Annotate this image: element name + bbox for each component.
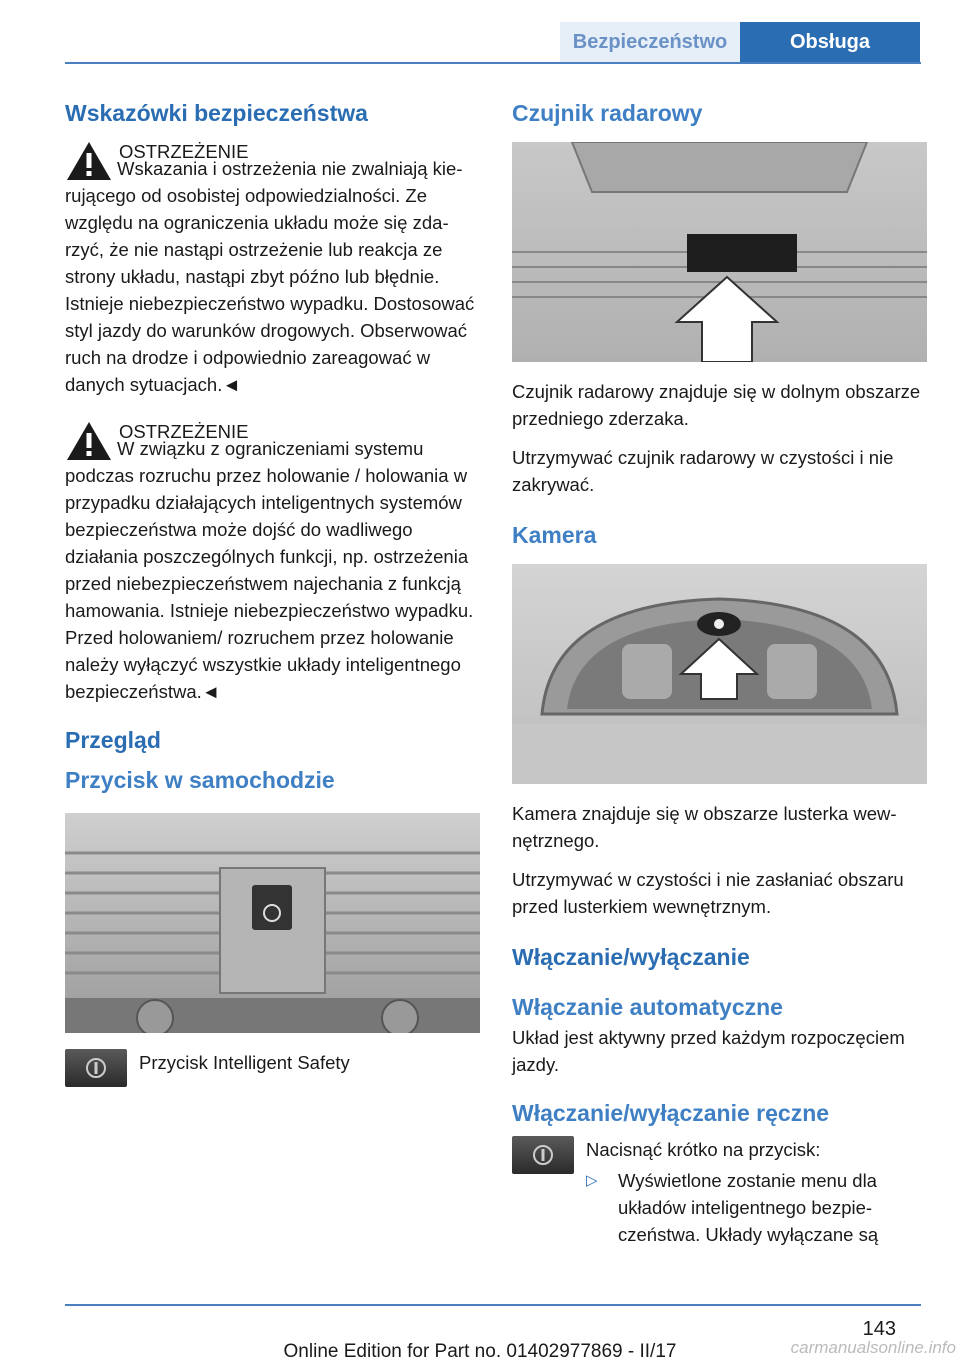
manual-paragraph: Nacisnąć krótko na przycisk: bbox=[586, 1139, 821, 1160]
radar-sensor-photo bbox=[512, 142, 927, 362]
auto-paragraph: Układ jest aktywny przed każdym rozpoczęciem jazdy. bbox=[512, 1027, 905, 1075]
warning-text: W związku z ograniczeniami systemu podczas rozruchu przez holowanie / holowania w przypadku działających inteligentnych systemów bezpieczeństwa może dojść do wadliwego działania poszczególnych funkcji, np. ostrzeżenia przed niebezpieczeństwem najechania z funkcją hamowania. Istnieje niebezpieczeństwo wypadku. Przed holowaniem/ rozruchem przez holowanie należy wyłączyć wszystkie układy inteligentnego bezpieczeństwa.◄ bbox=[65, 438, 474, 702]
warning-triangle-icon bbox=[65, 420, 113, 462]
list-item bbox=[586, 1167, 927, 1248]
heading-radar: Czujnik radarowy bbox=[512, 100, 703, 126]
heading-overview: Przegląd bbox=[65, 727, 161, 753]
heading-on-off: Włączanie/wyłączanie bbox=[512, 944, 750, 970]
footer-rule bbox=[65, 1304, 921, 1306]
intelligent-safety-button-icon bbox=[512, 1136, 574, 1174]
bullet-text: Wyświetlone zostanie menu dla układów inteligentnego bezpieczeństwa. Układy wyłączane są bbox=[618, 1170, 879, 1245]
header-tabs bbox=[560, 22, 920, 62]
chapter-tab: Obsługa bbox=[740, 22, 920, 62]
manual-instructions bbox=[512, 1136, 927, 1248]
button-caption: Przycisk Intelligent Safety bbox=[139, 1052, 350, 1073]
warning-title: OSTRZEŻENIE bbox=[119, 141, 249, 162]
radar-paragraph-1: Czujnik radarowy znajduje się w dolnym obszarze przedniego zderzaka. bbox=[512, 381, 921, 429]
button-caption-row bbox=[65, 1049, 480, 1088]
heading-button-in-car: Przycisk w samochodzie bbox=[65, 767, 335, 793]
header-rule bbox=[65, 62, 921, 64]
dashboard-button-photo bbox=[65, 813, 480, 1033]
camera-photo bbox=[512, 564, 927, 784]
heading-safety: Wskazówki bezpieczeństwa bbox=[65, 100, 368, 126]
section-tab: Bezpieczeństwo bbox=[560, 22, 740, 62]
heading-auto-on: Włączanie automatyczne bbox=[512, 994, 783, 1020]
warning-box-1 bbox=[65, 138, 480, 398]
triangle-bullet-icon: ▷ bbox=[586, 1172, 598, 1189]
edition-footer: Online Edition for Part no. 01402977869 - II/17 bbox=[283, 1341, 677, 1362]
left-column bbox=[65, 98, 480, 1088]
camera-paragraph-2: Utrzymywać w czystości i nie zasłaniać obszaru przed lusterkiem wewnętrznym. bbox=[512, 869, 904, 917]
radar-paragraph-2: Utrzymywać czujnik radarowy w czystości i nie zakrywać. bbox=[512, 447, 894, 495]
watermark: carmanualsonline.info bbox=[790, 1338, 956, 1357]
warning-text: Wskazania i ostrzeżenia nie zwalniają kierującego od osobistej odpowiedzialności. Ze względu na ograniczenia układu może się zdarzyć, że nie nastąpi ostrzeżenie lub reakcja ze strony układu, nastąpi zbyt późno lub błędnie. Istnieje niebezpieczeństwo wypadku. Dostosować styl jazdy do warunków drogowych. Obserwować ruch na drodze i odpowiednio zareagować w danych sytuacjach.◄ bbox=[65, 158, 475, 395]
intelligent-safety-button-icon bbox=[65, 1049, 127, 1087]
heading-manual-on-off: Włączanie/wyłączanie ręczne bbox=[512, 1100, 830, 1126]
warning-title: OSTRZEŻENIE bbox=[119, 421, 249, 442]
heading-camera: Kamera bbox=[512, 522, 597, 548]
page-number: 143 bbox=[862, 1318, 896, 1340]
right-column bbox=[512, 98, 927, 1248]
camera-paragraph-1: Kamera znajduje się w obszarze lusterka wewnętrznego. bbox=[512, 803, 897, 851]
warning-box-2 bbox=[65, 418, 480, 705]
warning-triangle-icon bbox=[65, 140, 113, 182]
